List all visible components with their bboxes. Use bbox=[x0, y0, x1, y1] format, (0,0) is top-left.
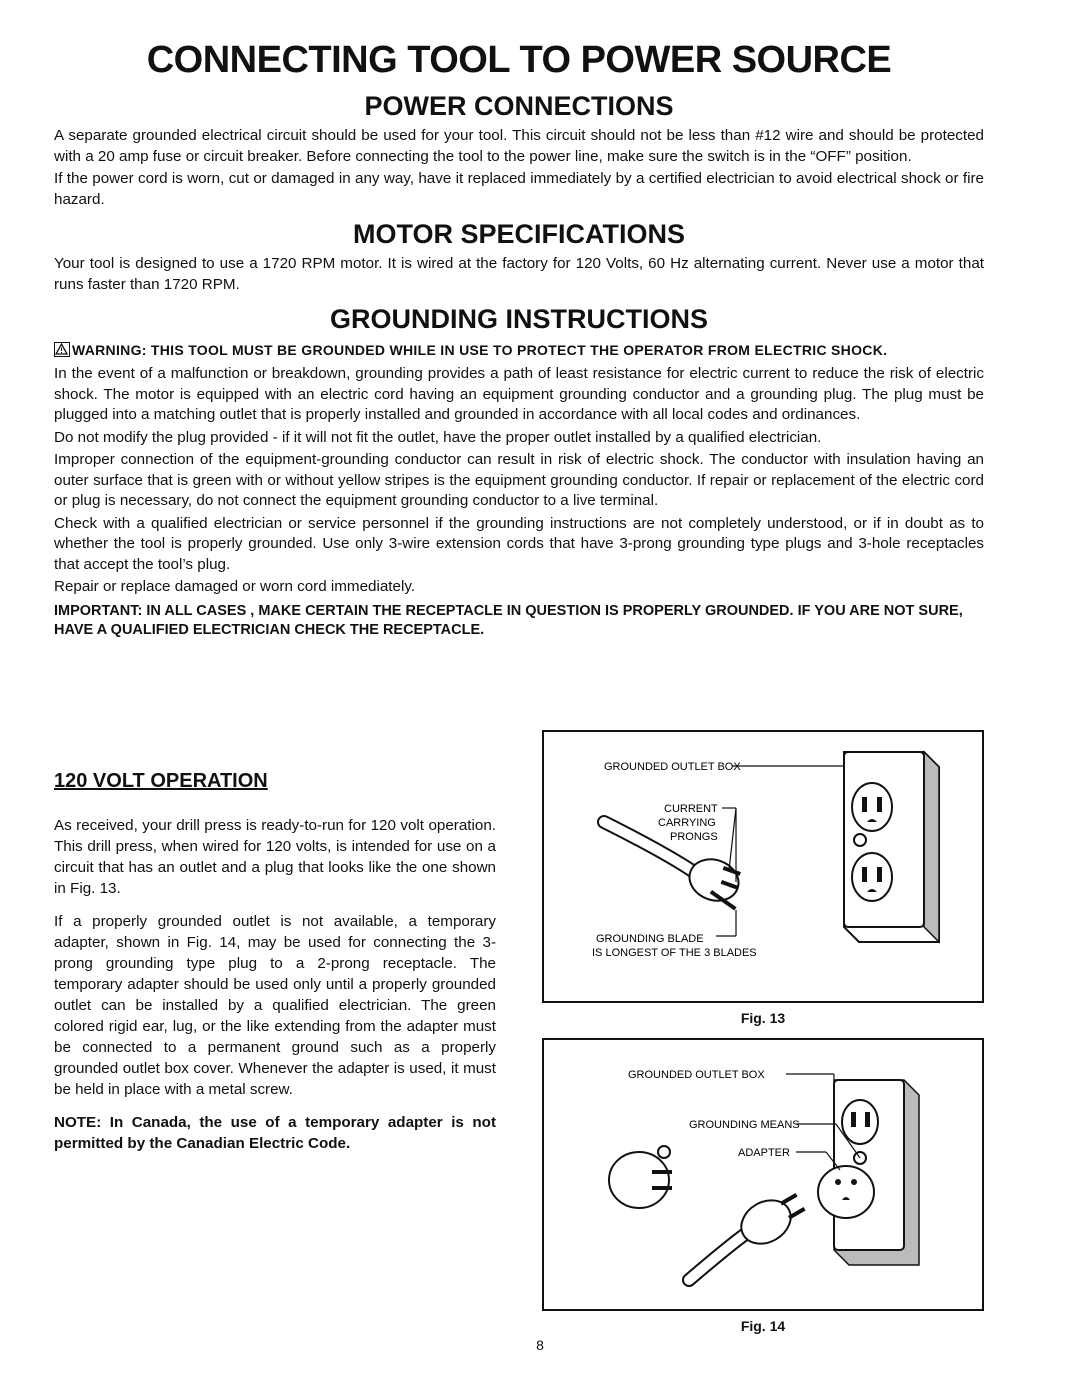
figure-13-illustration bbox=[544, 732, 981, 1000]
grounding-paragraph-5: Repair or replace damaged or worn cord immediately. bbox=[54, 578, 416, 595]
power-connections-paragraph-1: A separate grounded electrical circuit should be used for your tool. This circuit should not be less than #12 wire and should be protected with a 20 amp fuse or circuit breaker. Before connecting the tool to the power line, make sure the switch is in the “OFF” position. bbox=[54, 127, 984, 165]
grounding-instructions-heading: GROUNDING INSTRUCTIONS bbox=[330, 304, 708, 334]
lower-section bbox=[54, 700, 984, 1340]
page-content bbox=[54, 30, 984, 640]
motor-specifications-heading: MOTOR SPECIFICATIONS bbox=[352, 219, 685, 249]
figure-13 bbox=[542, 730, 984, 1003]
fig13-label-current-3: PRONGS bbox=[670, 831, 718, 843]
grounding-warning-text: WARNING: THIS TOOL MUST BE GROUNDED WHILE IN USE TO PROTECT THE OPERATOR FROM ELECTRIC SHOCK. bbox=[72, 342, 888, 358]
fig14-label-grounding-means: GROUNDING MEANS bbox=[689, 1119, 800, 1131]
power-connections-paragraph-2: If the power cord is worn, cut or damaged in any way, have it replaced immediately by a certified electrician to avoid electrical shock or fire hazard. bbox=[54, 170, 984, 208]
fig13-label-blade-2: IS LONGEST OF THE 3 BLADES bbox=[592, 947, 757, 959]
power-connections-heading: POWER CONNECTIONS bbox=[364, 91, 674, 121]
grounding-paragraph-2: Do not modify the plug provided - if it will not fit the outlet, have the proper outlet installed by a qualified electrician. bbox=[54, 428, 822, 446]
volt-operation-paragraph-2: If a properly grounded outlet is not available, a temporary adapter, shown in Fig. 14, may be used for connecting the 3-prong grounding type plug to a 2-prong receptacle. The temporary adapter should be used only until a properly grounded outlet can be installed by a qualified electrician. The green colored rigid ear, lug, or the like extending from the adapter must be connected to a permanent ground such as a properly grounded outlet box cover. Whenever the adapter is used, it must be held in place with a metal screw. bbox=[54, 913, 496, 1098]
fig14-label-adapter: ADAPTER bbox=[738, 1147, 790, 1159]
figure-14-illustration bbox=[544, 1040, 981, 1308]
grounding-paragraph-3: Improper connection of the equipment-grounding conductor can result in risk of electric shock. The conductor with insulation having an outer surface that is green with or without yellow stripes is the equipment grounding conductor. If repair or replacement of the electric cord or plug is necessary, do not connect the equipment grounding conductor to a live terminal. bbox=[54, 451, 984, 509]
fig13-label-blade-1: GROUNDING BLADE bbox=[596, 933, 704, 945]
volt-operation-column bbox=[54, 770, 496, 1166]
motor-specifications-paragraph: Your tool is designed to use a 1720 RPM motor. It is wired at the factory for 120 Volts, 60 Hz alternating current. Never use a motor that runs faster than 1720 RPM. bbox=[54, 255, 984, 293]
page-title: CONNECTING TOOL TO POWER SOURCE bbox=[146, 39, 892, 81]
volt-operation-paragraph-1: As received, your drill press is ready-to-run for 120 volt operation. This drill press, when wired for 120 volts, is intended for use on a circuit that has an outlet and a plug that looks like the one shown in Fig. 13. bbox=[54, 817, 496, 897]
figure-14-caption: Fig. 14 bbox=[740, 1318, 786, 1334]
volt-operation-canada-note: NOTE: In Canada, the use of a temporary adapter is not permitted by the Canadian Electric Code. bbox=[54, 1114, 496, 1152]
grounding-warning bbox=[54, 341, 984, 360]
figure-14 bbox=[542, 1038, 984, 1311]
figure-13-caption: Fig. 13 bbox=[740, 1010, 786, 1026]
warning-icon bbox=[54, 342, 70, 357]
page-number: 8 bbox=[536, 1337, 544, 1353]
fig13-label-current-1: CURRENT bbox=[664, 803, 718, 815]
fig13-label-outlet-box: GROUNDED OUTLET BOX bbox=[604, 761, 741, 773]
grounding-paragraph-1: In the event of a malfunction or breakdown, grounding provides a path of least resistance for electric current to reduce the risk of electric shock. The motor is equipped with an electric cord having an equipment grounding conductor and a grounding plug. The plug must be plugged into a matching outlet that is properly installed and grounded in accordance with all local codes and ordinances. bbox=[54, 365, 984, 423]
grounding-important-note: IMPORTANT: IN ALL CASES , MAKE CERTAIN THE RECEPTACLE IN QUESTION IS PROPERLY GROUNDED. IF YOU ARE NOT SURE, HAVE A QUALIFIED ELECTRICIAN CHECK THE RECEPTACLE. bbox=[54, 602, 963, 638]
volt-operation-heading: 120 VOLT OPERATION bbox=[54, 770, 268, 792]
grounding-paragraph-4: Check with a qualified electrician or service personnel if the grounding instructions are not completely understood, or if in doubt as to whether the tool is properly grounded. Use only 3-wire extension cords that have 3-prong grounding type plugs and 3-hole receptacles that accept the tool’s plug. bbox=[54, 514, 984, 573]
fig14-label-outlet-box: GROUNDED OUTLET BOX bbox=[628, 1069, 765, 1081]
fig13-label-current-2: CARRYING bbox=[658, 817, 716, 829]
